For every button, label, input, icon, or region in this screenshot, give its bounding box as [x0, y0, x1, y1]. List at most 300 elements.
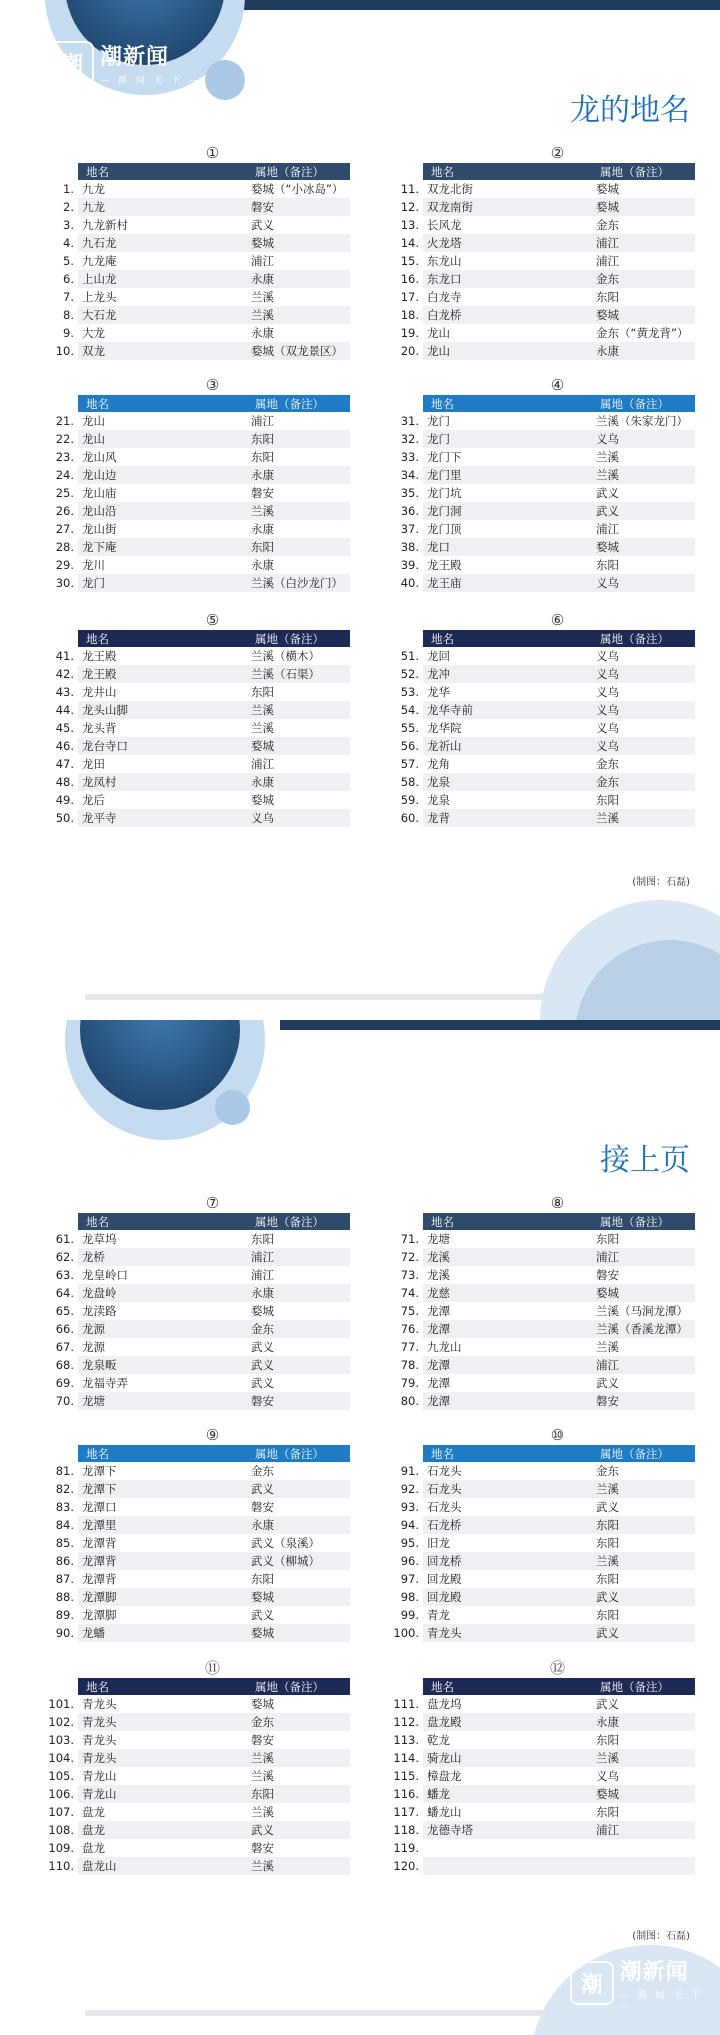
table-row [45, 288, 350, 306]
place-name: 龙门里 [423, 466, 592, 484]
place-location: 婺城（“小冰岛”） [251, 182, 344, 196]
header-index-cell [390, 630, 423, 647]
table-row [45, 1839, 350, 1857]
place-location: 浦江 [251, 757, 274, 771]
place-name: 长风龙 [427, 218, 462, 232]
table-row [390, 306, 695, 324]
table-row [45, 1392, 350, 1410]
place-location: 义乌 [592, 574, 695, 592]
row-index: 76. [400, 1322, 419, 1336]
row-index: 70. [55, 1394, 74, 1408]
table-row [45, 1767, 350, 1785]
row-index: 96. [400, 1554, 419, 1568]
table-row [390, 1284, 695, 1302]
header-index-cell [390, 1678, 423, 1695]
table-row [45, 1462, 350, 1480]
place-name: 回龙桥 [423, 1552, 592, 1570]
place-name: 盘龙坞 [427, 1697, 462, 1711]
table-row [45, 1516, 350, 1534]
header-place-cell: 属地（备注） [247, 1213, 350, 1230]
credit-text: (制图：石磊) [632, 877, 690, 888]
place-location: 婺城 [592, 306, 695, 324]
row-index: 29. [55, 558, 74, 572]
bottom-line [85, 2010, 545, 2016]
table-row [390, 755, 695, 773]
row-index: 68. [55, 1358, 74, 1372]
table-row [45, 1480, 350, 1498]
place-location: 永康 [247, 1516, 350, 1534]
place-location: 兰溪（石渠） [247, 665, 350, 683]
header-place-cell: 属地（备注） [592, 1445, 695, 1462]
table-row [45, 198, 350, 216]
place-name: 龙口 [423, 538, 592, 556]
row-index: 67. [55, 1340, 74, 1354]
table-row [45, 1713, 350, 1731]
table-row [45, 1248, 350, 1266]
table-row [45, 1588, 350, 1606]
place-location: 武义 [592, 1624, 695, 1642]
table-row [45, 484, 350, 502]
place-name: 盘龙殿 [423, 1713, 592, 1731]
place-location: 东阳 [247, 430, 350, 448]
table-row [390, 1624, 695, 1642]
header-name-cell: 地名 [78, 1213, 247, 1230]
table-row [45, 466, 350, 484]
place-name: 龙泉畈 [78, 1356, 247, 1374]
table-row [390, 1338, 695, 1356]
row-index: 57. [400, 757, 419, 771]
row-index: 87. [55, 1572, 74, 1586]
place-location: 婺城 [596, 182, 619, 196]
place-name: 龙川 [82, 558, 105, 572]
table-row [45, 647, 350, 665]
header-name-cell: 地名 [423, 630, 592, 647]
place-name: 龙山边 [78, 466, 247, 484]
place-name: 龙山庙 [82, 486, 117, 500]
header-place-cell: 属地（备注） [592, 1678, 695, 1695]
row-index: 43. [55, 685, 74, 699]
place-name: 九龙山 [427, 1340, 462, 1354]
header-place-cell: 属地（备注） [247, 163, 350, 180]
place-name: 龙潭脚 [78, 1588, 247, 1606]
place-name: 青龙头 [82, 1697, 117, 1711]
table-header-row [390, 1445, 695, 1462]
place-location: 武义 [596, 1500, 619, 1514]
place-location: 永康 [247, 773, 350, 791]
table-row [45, 773, 350, 791]
place-name: 九龙庵 [82, 254, 117, 268]
header-place-cell: 属地（备注） [592, 163, 695, 180]
place-name: 骑龙山 [423, 1749, 592, 1767]
row-index: 20. [400, 344, 419, 358]
header-index-cell [45, 630, 78, 647]
place-name: 乾龙 [427, 1733, 450, 1747]
table-row [390, 574, 695, 592]
table-row [45, 737, 350, 755]
row-index: 103. [48, 1733, 74, 1747]
place-name: 龙田 [82, 757, 105, 771]
place-location: 兰溪 [247, 1857, 350, 1875]
table-row [390, 1857, 695, 1875]
place-name: 回龙殿 [427, 1572, 462, 1586]
place-location: 兰溪 [251, 721, 274, 735]
row-index: 118. [393, 1823, 419, 1837]
table-row [390, 737, 695, 755]
table-header-row [390, 1678, 695, 1695]
table-row [390, 520, 695, 538]
table-header-row [45, 1213, 350, 1230]
brand-mark-icon: 潮 [50, 41, 94, 85]
header-name-cell: 地名 [78, 1445, 247, 1462]
place-location: 武义 [251, 1608, 274, 1622]
place-location: 兰溪（香溪龙潭） [592, 1320, 695, 1338]
row-index: 31. [400, 414, 419, 428]
brand-name: 潮新闻 [100, 45, 170, 70]
header-index-cell [390, 1213, 423, 1230]
row-index: 51. [400, 649, 419, 663]
row-index: 73. [400, 1268, 419, 1282]
place-name: 龙塘 [78, 1392, 247, 1410]
block-number: ⑩ [550, 1426, 565, 1444]
place-location: 武义 [247, 1356, 350, 1374]
place-name: 龙泉 [427, 793, 450, 807]
place-name: 龙冲 [423, 665, 592, 683]
table-row [45, 502, 350, 520]
row-index: 59. [400, 793, 419, 807]
row-index: 25. [55, 486, 74, 500]
place-name: 盘龙 [78, 1821, 247, 1839]
place-location: 东阳 [596, 793, 619, 807]
table-row [390, 466, 695, 484]
table-row [45, 1785, 350, 1803]
block-number: ⑨ [205, 1426, 220, 1444]
place-name: 火龙塔 [423, 234, 592, 252]
place-location: 东阳 [596, 1572, 619, 1586]
place-location: 东阳 [596, 1536, 619, 1550]
table-block [45, 1425, 350, 1642]
row-index: 16. [400, 272, 419, 286]
place-name: 青龙山 [78, 1785, 247, 1803]
table-row [390, 1588, 695, 1606]
table-header-row [390, 630, 695, 647]
place-location: 浦江 [596, 254, 619, 268]
row-index: 100. [393, 1626, 419, 1640]
place-name: 白龙寺 [427, 290, 462, 304]
header-name-cell: 地名 [423, 1678, 592, 1695]
place-location: 兰溪 [596, 1340, 619, 1354]
table-row [390, 538, 695, 556]
header-index-cell [390, 163, 423, 180]
place-location: 东阳 [596, 558, 619, 572]
table-header-row [390, 395, 695, 412]
table-header-row [390, 163, 695, 180]
place-name: 青龙头 [423, 1624, 592, 1642]
place-location [592, 1857, 695, 1875]
brand-mark-icon: 潮 [570, 1961, 614, 2005]
place-name: 大石龙 [78, 306, 247, 324]
row-index: 4. [63, 236, 74, 250]
row-index: 74. [400, 1286, 419, 1300]
row-index: 111. [393, 1697, 419, 1711]
place-location: 浦江 [592, 1821, 695, 1839]
header-index-cell [45, 1445, 78, 1462]
place-location: 浦江 [592, 234, 695, 252]
place-location: 婺城 [592, 198, 695, 216]
table-row [45, 1552, 350, 1570]
header-index-cell [45, 1213, 78, 1230]
row-index: 91. [400, 1464, 419, 1478]
place-location: 浦江 [251, 414, 274, 428]
table-row [45, 719, 350, 737]
place-location: 兰溪 [592, 1480, 695, 1498]
place-name: 龙下庵 [78, 538, 247, 556]
header-place-cell: 属地（备注） [247, 630, 350, 647]
place-name: 龙山 [82, 414, 105, 428]
place-name: 龙山 [423, 342, 592, 360]
place-name: 龙王殿 [427, 558, 462, 572]
place-location: 兰溪 [247, 701, 350, 719]
place-name: 盘龙 [82, 1841, 105, 1855]
header-index-cell [45, 1678, 78, 1695]
place-location: 磐安 [592, 1392, 695, 1410]
header-index-cell [390, 395, 423, 412]
place-location: 兰溪（马涧龙潭） [596, 1304, 688, 1318]
row-index: 112. [393, 1715, 419, 1729]
row-index: 77. [400, 1340, 419, 1354]
place-location: 武义 [592, 1588, 695, 1606]
place-name: 龙角 [427, 757, 450, 771]
row-index: 116. [393, 1787, 419, 1801]
place-name: 龙祈山 [423, 737, 592, 755]
block-number: ③ [205, 376, 220, 394]
place-location: 兰溪（朱家龙门） [596, 414, 688, 428]
place-location: 东阳 [247, 538, 350, 556]
place-location: 东阳 [596, 1733, 619, 1747]
table-row [390, 701, 695, 719]
place-location: 义乌 [596, 685, 619, 699]
place-name: 龙桥 [78, 1248, 247, 1266]
place-name: 龙山风 [82, 450, 117, 464]
table-row [390, 1695, 695, 1713]
table-row [390, 683, 695, 701]
row-index: 101. [48, 1697, 74, 1711]
place-location: 东阳 [251, 685, 274, 699]
row-index: 117. [393, 1805, 419, 1819]
place-location: 浦江 [251, 254, 274, 268]
place-name: 龙门 [427, 414, 450, 428]
place-name [423, 1857, 592, 1875]
place-name: 双龙南街 [423, 198, 592, 216]
row-index: 36. [400, 504, 419, 518]
table-row [390, 1462, 695, 1480]
table-row [45, 1857, 350, 1875]
row-index: 80. [400, 1394, 419, 1408]
place-name: 龙门 [423, 430, 592, 448]
header-index-cell [45, 163, 78, 180]
row-index: 44. [55, 703, 74, 717]
row-index: 102. [48, 1715, 74, 1729]
credit-text: (制图：石磊) [632, 1931, 690, 1942]
row-index: 55. [400, 721, 419, 735]
row-index: 24. [55, 468, 74, 482]
table-block [390, 375, 695, 592]
place-table [45, 163, 350, 360]
place-location: 兰溪 [592, 1552, 695, 1570]
table-row [390, 1266, 695, 1284]
row-index: 42. [55, 667, 74, 681]
table-row [390, 342, 695, 360]
row-index: 66. [55, 1322, 74, 1336]
page-title: 龙的地名 [570, 93, 690, 128]
table-row [45, 430, 350, 448]
place-name: 龙福寺弄 [82, 1376, 128, 1390]
place-location: 磐安 [247, 1392, 350, 1410]
place-name: 龙头背 [82, 721, 117, 735]
place-name [423, 1839, 592, 1857]
table-row [45, 1534, 350, 1552]
place-location: 武义 [247, 1821, 350, 1839]
place-location: 武义 [596, 1697, 619, 1711]
place-name: 龙盘岭 [78, 1284, 247, 1302]
block-number: ⑥ [550, 611, 565, 629]
place-name: 龙德寺塔 [423, 1821, 592, 1839]
table-row [390, 665, 695, 683]
row-index: 8. [63, 308, 74, 322]
table-block [390, 610, 695, 827]
place-name: 白龙桥 [423, 306, 592, 324]
place-name: 龙潭背 [82, 1536, 117, 1550]
place-location: 永康 [592, 342, 695, 360]
header-place-cell: 属地（备注） [592, 1213, 695, 1230]
table-row [390, 412, 695, 430]
place-location: 武义 [251, 1340, 274, 1354]
table-row [390, 1480, 695, 1498]
place-name: 蟠龙 [423, 1785, 592, 1803]
place-name: 九石龙 [78, 234, 247, 252]
table-row [45, 1606, 350, 1624]
place-name: 龙回 [427, 649, 450, 663]
row-index: 6. [63, 272, 74, 286]
row-index: 106. [48, 1787, 74, 1801]
table-header-row [45, 1678, 350, 1695]
place-location: 婺城（双龙景区） [247, 342, 350, 360]
row-index: 12. [400, 200, 419, 214]
row-index: 5. [63, 254, 74, 268]
place-location: 武义 [251, 1376, 274, 1390]
table-row [390, 252, 695, 270]
bottom-line [85, 994, 545, 1000]
table-row [390, 324, 695, 342]
place-name: 龙门 [78, 574, 247, 592]
place-location: 永康 [251, 326, 274, 340]
header-name-cell: 地名 [78, 163, 247, 180]
table-row [45, 306, 350, 324]
row-index: 78. [400, 1358, 419, 1372]
place-name: 龙溪 [423, 1248, 592, 1266]
place-name: 龙潭 [423, 1356, 592, 1374]
place-name: 龙潭 [427, 1376, 450, 1390]
table-row [45, 1498, 350, 1516]
header-name-cell: 地名 [423, 395, 592, 412]
row-index: 65. [55, 1304, 74, 1318]
place-location: 武义 [596, 1376, 619, 1390]
place-table [390, 630, 695, 827]
place-location: 武义 [247, 1480, 350, 1498]
table-row [45, 538, 350, 556]
place-location: 东阳 [247, 1785, 350, 1803]
header-place-cell: 属地（备注） [592, 395, 695, 412]
place-name: 蟠龙山 [427, 1805, 462, 1819]
place-name: 龙泉 [423, 773, 592, 791]
row-index: 110. [48, 1859, 74, 1873]
row-index: 53. [400, 685, 419, 699]
place-location: 兰溪（白沙龙门） [247, 574, 350, 592]
place-name: 石龙头 [427, 1500, 462, 1514]
place-name: 龙源 [78, 1320, 247, 1338]
place-location: 武义（泉溪） [251, 1536, 320, 1550]
place-location: 武义 [596, 486, 619, 500]
table-row [390, 484, 695, 502]
row-index: 61. [55, 1232, 74, 1246]
place-location: 金东 [247, 1713, 350, 1731]
table-row [45, 1731, 350, 1749]
place-location: 婺城 [247, 234, 350, 252]
place-name: 龙后 [82, 793, 105, 807]
place-location: 义乌 [592, 665, 695, 683]
place-name: 龙潭 [427, 1304, 450, 1318]
place-location: 婺城 [251, 793, 274, 807]
row-index: 46. [55, 739, 74, 753]
table-row [390, 1302, 695, 1320]
table-row [390, 180, 695, 198]
place-name: 龙源 [82, 1340, 105, 1354]
place-name: 九龙 [82, 182, 105, 196]
row-index: 38. [400, 540, 419, 554]
place-name: 回龙殿 [423, 1588, 592, 1606]
place-name: 双龙北街 [427, 182, 473, 196]
place-location: 磐安 [251, 1733, 274, 1747]
table-row [390, 270, 695, 288]
table-row [45, 1374, 350, 1392]
header-place-cell: 属地（备注） [247, 1678, 350, 1695]
place-name: 龙潭脚 [82, 1608, 117, 1622]
table-block [390, 143, 695, 360]
place-location: 东阳 [596, 290, 619, 304]
place-location: 兰溪 [247, 502, 350, 520]
place-name: 石龙桥 [423, 1516, 592, 1534]
row-index: 37. [400, 522, 419, 536]
table-row [45, 234, 350, 252]
table-row [390, 430, 695, 448]
table-block [45, 610, 350, 827]
place-location: 兰溪 [251, 290, 274, 304]
row-index: 63. [55, 1268, 74, 1282]
page-title: 接上页 [600, 1143, 690, 1178]
table-row [390, 1356, 695, 1374]
place-name: 旧龙 [427, 1536, 450, 1550]
table-row [45, 270, 350, 288]
place-location: 永康 [247, 270, 350, 288]
place-name: 龙门坑 [427, 486, 462, 500]
table-block [390, 1193, 695, 1410]
place-name: 青龙头 [78, 1749, 247, 1767]
block-number: ⑦ [205, 1194, 220, 1212]
table-block [390, 1658, 695, 1875]
place-name: 龙皇岭口 [82, 1268, 128, 1282]
table-row [390, 234, 695, 252]
place-table [390, 395, 695, 592]
header-name-cell: 地名 [78, 1678, 247, 1695]
